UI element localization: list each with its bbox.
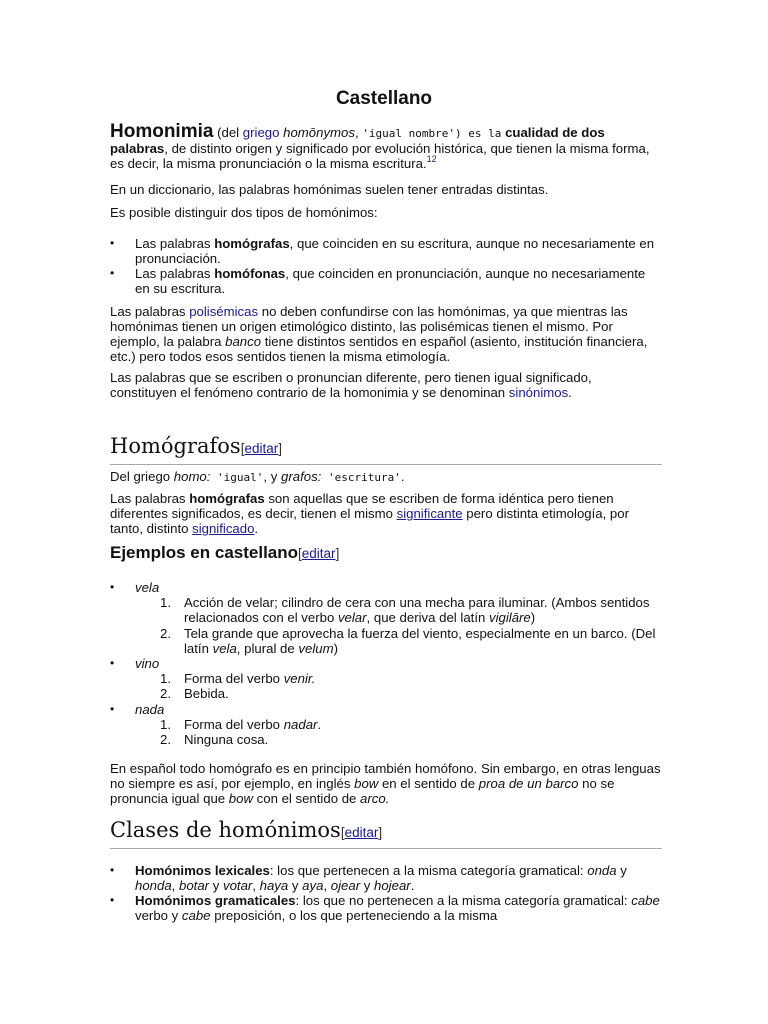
definition-number: 1. [160,716,171,732]
text: y [616,863,627,878]
text: , [171,878,179,893]
gloss: 'escritura' [321,471,401,484]
intro-paragraph: Homonimia (del griego homōnymos, 'igual nombre') es la cualidad de dos palabras, de distinto origen y significado por evolución histórica, que tienen la misma forma, es decir, la misma pronunciación o la misma escritura.$^{12}$ [110,121,650,171]
definition-list [110,717,662,747]
p-dos-tipos: Es posible distinguir dos tipos de homónimos: [110,205,378,220]
text: Del griego [110,469,174,484]
ref-link[interactable]: 12 [426,154,437,164]
example-item [110,702,662,748]
link-sinonimos[interactable]: sinónimos [508,385,569,400]
italic-word: nadar [283,716,318,732]
text: , plural de [236,640,299,656]
text: En español todo homógrafo es en principio también homófono. Sin embargo, en otras lenguas no siempre es así, por ejemplo, en inglés [110,761,661,791]
text: . [568,385,572,400]
text: . [400,469,405,484]
text: Las palabras [135,266,215,281]
definition-item [110,686,662,701]
text: , [252,878,260,893]
bold-word: homógrafas [214,236,290,251]
example-word: vela [135,580,160,595]
text: preposición, o los que perteneciendo a la misma [210,908,498,923]
text: : los que pertenecen a la misma categoría gramatical: [269,863,588,878]
p-polisemicas [110,304,662,364]
bold-word: homófonas [214,266,286,281]
text: , que coinciden en pronunciación, aunque no necesariamente en su escritura. [135,266,646,296]
text: . [254,521,259,536]
text: Las palabras [135,236,215,251]
p-diccionario: En un diccionario, las palabras homónimas suelen tener entradas distintas. [110,182,549,197]
text: , que coinciden en su escritura, aunque no necesariamente en pronunciación. [135,236,655,266]
text: Forma del verbo [184,671,284,687]
italic-word: arco. [360,791,390,806]
bold-word: Homónimos gramaticales [135,893,296,908]
text: Tela grande que aprovecha la fuerza del viento, especialmente en un barco. (Del latín [184,625,656,656]
edit-link-clases[interactable]: editar [344,825,379,840]
text: pero distinta etimología, por tanto, distinto [110,506,629,536]
italic-word: bow [354,776,379,791]
italic-word: honda [135,878,172,893]
bold-word: homógrafas [189,491,265,506]
text: son aquellas que se escriben de forma idéntica pero tienen diferentes significados, es decir, tienen el mismo [110,491,614,521]
example-word: vino [135,656,160,672]
text: Bebida. [184,686,229,702]
class-item [110,863,662,893]
definition-number: 1. [160,671,171,687]
text: Las palabras [110,491,190,506]
example-word: nada [135,701,165,717]
link-polisemicas[interactable]: polisémicas [189,304,259,319]
heading-clases: Clases de homónimos[editar] [110,817,662,849]
gloss: 'igual nombre') es la [362,127,502,140]
text: Las palabras que se escriben o pronuncian diferente, pero tienen igual significado, constituyen el fenómeno contrario de la homonimia y se denominan [110,370,592,400]
text: y [209,878,223,893]
heading-homografos: Homógrafos[editar] [110,433,662,465]
definition-list [110,671,662,701]
text: , que deriva del latín [366,610,489,626]
heading-ejemplos: Ejemplos en castellano[editar] [110,543,340,562]
text: : los que no pertenecen a la misma categoría gramatical: [295,893,632,908]
heading-text: Clases de homónimos [110,818,341,842]
text: , [323,878,331,893]
italic-word: grafos: [281,469,322,484]
greek-word: homōnymos [283,125,355,140]
heading-text: Ejemplos en castellano [110,543,299,562]
example-item [110,656,662,702]
italic-word: cabe [631,893,660,908]
italic-word: vela [212,640,237,656]
edit-link-ejemplos[interactable]: editar [301,546,336,561]
text: en el sentido de [378,776,479,791]
italic-word: velum [298,640,334,656]
edit-link-homografos[interactable]: editar [244,441,279,456]
definition-number: 2. [160,625,171,641]
italic-word: botar [179,878,210,893]
list-item [110,236,662,266]
intro-rest: , de distinto origen y significado por evolución histórica, que tienen la misma forma, es decir, la misma pronunciación o la misma escritura. [110,141,650,171]
definition-number: 2. [160,732,171,748]
text: tiene distintos sentidos en español (asiento, institución financiera, etc.) pero todos esos sentidos tienen la misma etimología. [110,334,648,364]
gloss: 'igual' [210,471,264,484]
text: y [360,878,375,893]
italic-word: aya [302,878,324,893]
tipos-list [110,236,662,296]
italic-word: votar [222,878,253,893]
p-sinonimos [110,370,662,400]
definition-item [110,717,662,732]
definition-item [110,732,662,747]
link-significado[interactable]: significado [192,521,255,536]
italic-word: cabe [181,908,211,923]
text: Las palabras [110,304,190,319]
clases-list [110,863,662,923]
p-espanol [110,761,662,806]
list-item [110,266,662,296]
definition-item [110,626,662,656]
italic-word: haya [259,878,289,893]
p-griego [110,469,662,485]
example-item [110,580,662,656]
text: no deben confundirse con las homónimas, ya que mientras las homónimas tienen un origen etimológico distinto, las polisémicas tienen el mismo. Por ejemplo, la palabra [110,304,628,349]
text: con el sentido de [252,791,361,806]
italic-word: banco [225,334,262,349]
definition-number: 2. [160,686,171,702]
text: y [288,878,303,893]
link-griego[interactable]: griego [242,125,280,140]
heading-text: Homógrafos [110,434,241,458]
italic-word: hojear [374,878,411,893]
term-heading: Homonimia [110,121,214,142]
italic-word: bow [228,791,253,806]
italic-word: onda [587,863,617,878]
italic-word: ojear [330,878,361,893]
text: verbo y [135,908,182,923]
italic-word: proa de un barco [478,776,579,791]
definition-list [110,595,662,656]
text: Acción de velar; cilindro de cera con una mecha para iluminar. (Ambos sentidos relacionados con el verbo [184,595,650,626]
text: ) [530,610,536,626]
text: Forma del verbo [184,716,284,732]
text: , y [263,469,282,484]
text: ) [333,640,338,656]
bold-word: Homónimos lexicales [135,863,270,878]
italic-word: velar [337,610,367,626]
definition-item [110,671,662,686]
text: . [317,716,322,732]
p-homografas [110,491,662,536]
text: no se pronuncia igual que [110,776,615,806]
link-significante[interactable]: significante [396,506,463,521]
text: Ninguna cosa. [184,732,269,748]
bold-phrase: cualidad de dos palabras [110,125,605,156]
page-title: Castellano [335,88,433,109]
class-item [110,893,662,923]
intro-text: (del [217,125,240,140]
italic-word: vigilāre [488,610,531,626]
italic-word: venir. [283,671,316,687]
text: . [410,878,415,893]
ejemplos-list [110,580,662,747]
italic-word: homo: [173,469,211,484]
definition-item [110,595,662,625]
definition-number: 1. [160,595,171,611]
